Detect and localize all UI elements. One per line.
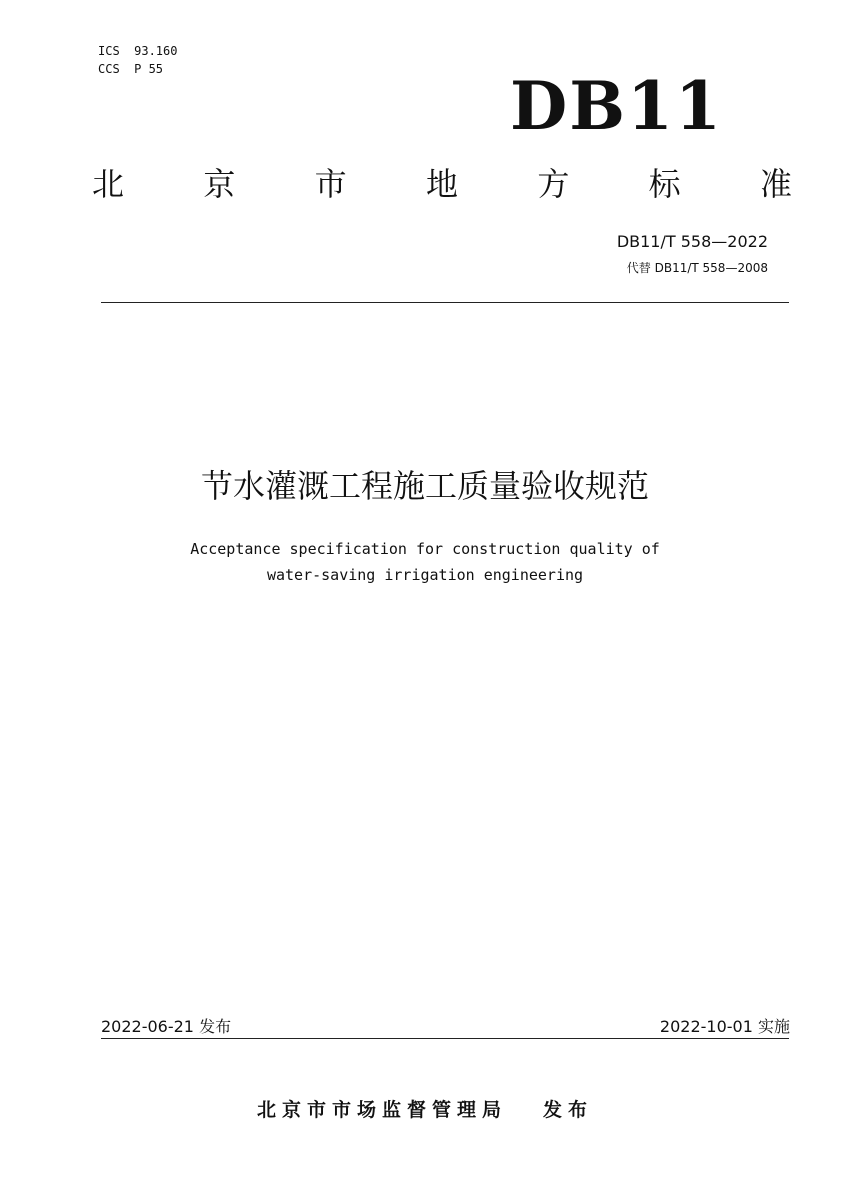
standard-type-title — [92, 160, 792, 208]
db11-logo: DB11 — [510, 67, 723, 145]
title-en-line: water-saving irrigation engineering — [266, 566, 584, 584]
document-title-en — [0, 536, 850, 588]
implementation-date: 2022-10-01 实施 — [659, 1017, 790, 1036]
issue-date: 2022-06-21 发布 — [101, 1017, 232, 1036]
publisher-name: 北京市市场监督管理局 — [256, 1099, 507, 1121]
standard-type-char: 地 — [425, 165, 458, 203]
standard-type-char: 准 — [759, 165, 792, 203]
classification-codes — [98, 42, 177, 78]
standard-type-char: 市 — [314, 165, 347, 203]
replaces-standard: 代替 DB11/T 558—2008 — [626, 261, 768, 275]
publisher-line — [0, 1095, 850, 1122]
standard-number: DB11/T 558—2022 — [616, 232, 768, 251]
standard-type-char: 北 — [92, 165, 125, 203]
footer-divider — [101, 1038, 789, 1039]
ccs-code: CCS P 55 — [98, 62, 164, 76]
document-title-cn: 节水灌溉工程施工质量验收规范 — [200, 467, 649, 505]
publish-label: 发布 — [543, 1099, 594, 1121]
standard-type-char: 方 — [537, 165, 570, 203]
standard-type-char: 标 — [648, 165, 681, 203]
standard-type-char: 京 — [203, 165, 236, 203]
header-divider — [101, 302, 789, 303]
ics-code: ICS 93.160 — [98, 44, 178, 58]
title-en-line: Acceptance specification for construction quality of — [190, 540, 660, 558]
